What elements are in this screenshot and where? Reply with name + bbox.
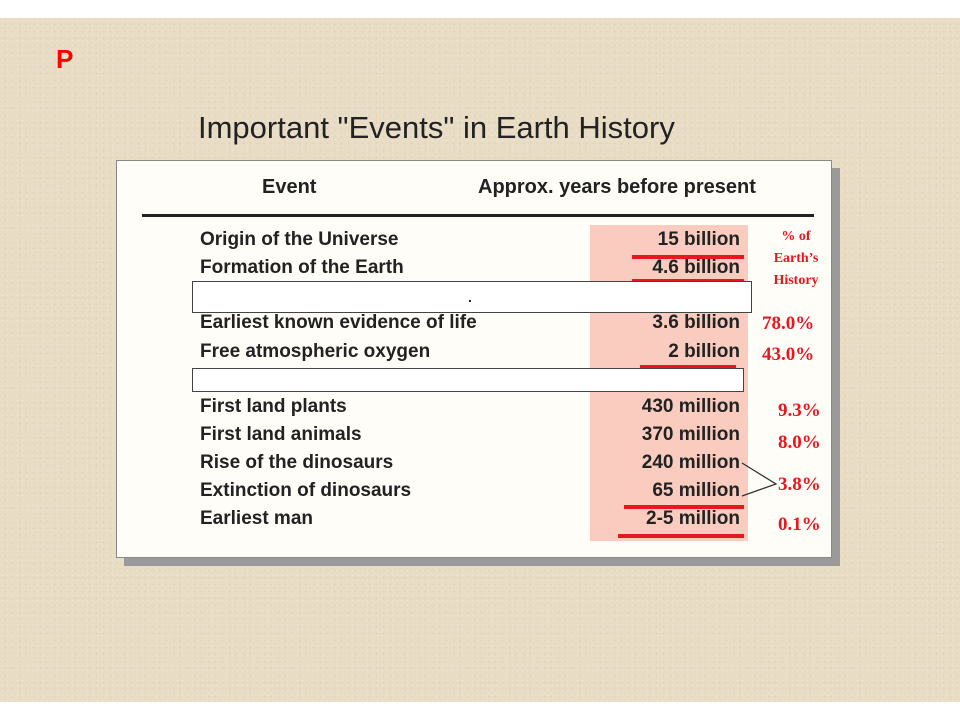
event-label: Extinction of dinosaurs <box>200 480 412 501</box>
percent-value: 9.3% <box>778 400 821 421</box>
hidden-row-box <box>192 281 752 313</box>
event-label: First land animals <box>200 424 362 445</box>
page-title: Important "Events" in Earth History <box>198 110 675 145</box>
years-value: 3.6 billion <box>652 312 740 333</box>
years-underline <box>618 534 744 538</box>
years-value: 430 million <box>641 396 740 417</box>
percent-value: 0.1% <box>778 514 821 535</box>
header-event: Event <box>262 176 317 198</box>
percent-value: 8.0% <box>778 432 821 453</box>
years-value: 240 million <box>641 452 740 473</box>
years-value: 2 billion <box>668 341 740 362</box>
slide-letter: P <box>56 44 74 74</box>
event-label: Rise of the dinosaurs <box>200 452 394 473</box>
percent-value: 43.0% <box>762 344 815 365</box>
percent-header-line: History <box>773 273 819 288</box>
event-label: First land plants <box>200 396 347 417</box>
hidden-row-box <box>192 368 744 392</box>
percent-header-line: Earth’s <box>773 251 819 266</box>
header-years: Approx. years before present <box>478 176 756 198</box>
years-value: 2-5 million <box>646 508 740 529</box>
percent-header-line: % of <box>781 229 811 244</box>
event-label: Earliest man <box>200 508 313 529</box>
years-value: 15 billion <box>657 229 740 250</box>
years-value: 370 million <box>641 424 740 445</box>
header-divider <box>142 214 814 217</box>
hidden-row-dot: . <box>468 289 472 305</box>
percent-value: 3.8% <box>778 474 821 495</box>
percent-column-header <box>758 226 834 292</box>
bracket-connector <box>740 460 780 500</box>
event-label: Formation of the Earth <box>200 257 404 278</box>
years-value: 65 million <box>652 480 740 501</box>
event-label: Origin of the Universe <box>200 229 399 250</box>
years-value: 4.6 billion <box>652 257 740 278</box>
event-label: Earliest known evidence of life <box>200 312 477 333</box>
event-label: Free atmospheric oxygen <box>200 341 431 362</box>
percent-value: 78.0% <box>762 313 815 334</box>
